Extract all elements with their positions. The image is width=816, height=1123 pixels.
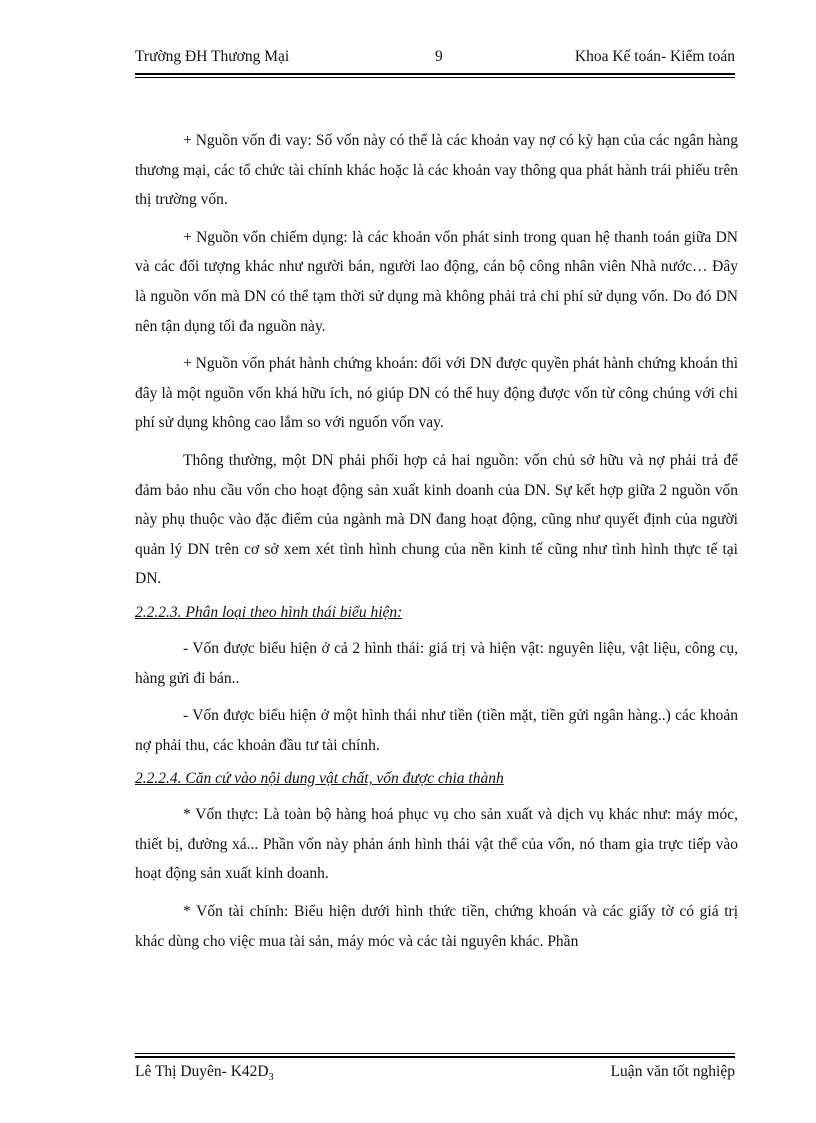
- footer-rule-thin: [135, 1053, 735, 1054]
- paragraph-two-forms: - Vốn được biểu hiện ở cả 2 hình thái: giá trị và hiện vật: nguyên liệu, vật liệu, công cụ, hàng gửi đi bán..: [135, 639, 738, 687]
- header-page-number: 9: [435, 48, 443, 65]
- footer-author: [135, 1063, 274, 1083]
- footer-author-name: Lê Thị Duyên- K42D: [135, 1063, 269, 1080]
- header-rule-thin: [135, 77, 735, 78]
- page-header: [135, 48, 735, 70]
- paragraph-borrowed-capital: + Nguồn vốn đi vay: Số vốn này có thể là các khoản vay nợ có kỳ hạn của các ngân hàng thương mại, các tổ chức tài chính khác hoặc là các khoản vay thông qua phát hành trái phiếu trên thị trường vốn.: [135, 132, 738, 209]
- paragraph-combination: Thông thường, một DN phải phối hợp cả hai nguồn: vốn chủ sở hữu và nợ phải trả để đảm bảo nhu cầu vốn cho hoạt động sản xuất kinh doanh của DN. Sự kết hợp giữa 2 nguồn vốn này phụ thuộc vào đặc điểm của ngành mà DN đang hoạt động, cũng như quyết định của người quản lý DN trên cơ sở xem xét tình hình chung của nền kinh tế cũng như tình hình thực tế tại DN.: [135, 451, 738, 588]
- paragraph-money-form: - Vốn được biểu hiện ở một hình thái như tiền (tiền mặt, tiền gửi ngân hàng..) các khoản nợ phải thu, các khoản đầu tư tài chính.: [135, 707, 738, 754]
- paragraph-securities-capital: + Nguồn vốn phát hành chứng khoán: đối với DN được quyền phát hành chứng khoán thì đây là một nguồn vốn khá hữu ích, nó giúp DN có thể huy động được vốn từ công chúng với chi phí sử dụng không cao lắm so với nguốn vốn vay.: [135, 355, 738, 432]
- header-rule-thick: [135, 73, 735, 75]
- section-heading-2-2-2-4: 2.2.2.4. Căn cứ vào nội dung vật chất, vốn được chia thành: [135, 770, 504, 788]
- header-faculty: Khoa Kế toán- Kiểm toán: [574, 48, 735, 65]
- paragraph-financial-capital: * Vốn tài chính: Biểu hiện dưới hình thức tiền, chứng khoán và các giấy tờ có giá trị khác dùng cho việc mua tài sản, máy móc và các tài nguyên khác. Phần: [135, 903, 738, 950]
- footer-author-subscript: 3: [268, 1072, 274, 1084]
- paragraph-real-capital: * Vốn thực: Là toàn bộ hàng hoá phục vụ cho sản xuất và dịch vụ khác như: máy móc, thiết bị, đường xá... Phần vốn này phản ánh hình thái vật thể của vốn, nó tham gia trực tiếp vào hoạt động sản xuất kinh doanh.: [135, 806, 738, 883]
- footer-thesis-label: Luận văn tốt nghiệp: [610, 1063, 735, 1080]
- section-heading-2-2-2-3: 2.2.2.3. Phân loại theo hình thái biểu hiện:: [135, 603, 403, 621]
- paragraph-appropriated-capital: + Nguồn vốn chiếm dụng: là các khoản vốn phát sinh trong quan hệ thanh toán giữa DN và các đối tượng khác như người bán, người lao động, cán bộ công nhân viên Nhà nước… Đây là nguồn vốn mà DN có thể tạm thời sử dụng mà không phải trả chi phí sử dụng vốn. Do đó DN nên tận dụng tối đa nguồn này.: [135, 228, 738, 335]
- footer-rule-thick: [135, 1056, 735, 1058]
- document-body: [135, 126, 738, 964]
- header-school: Trường ĐH Thương Mại: [135, 48, 290, 65]
